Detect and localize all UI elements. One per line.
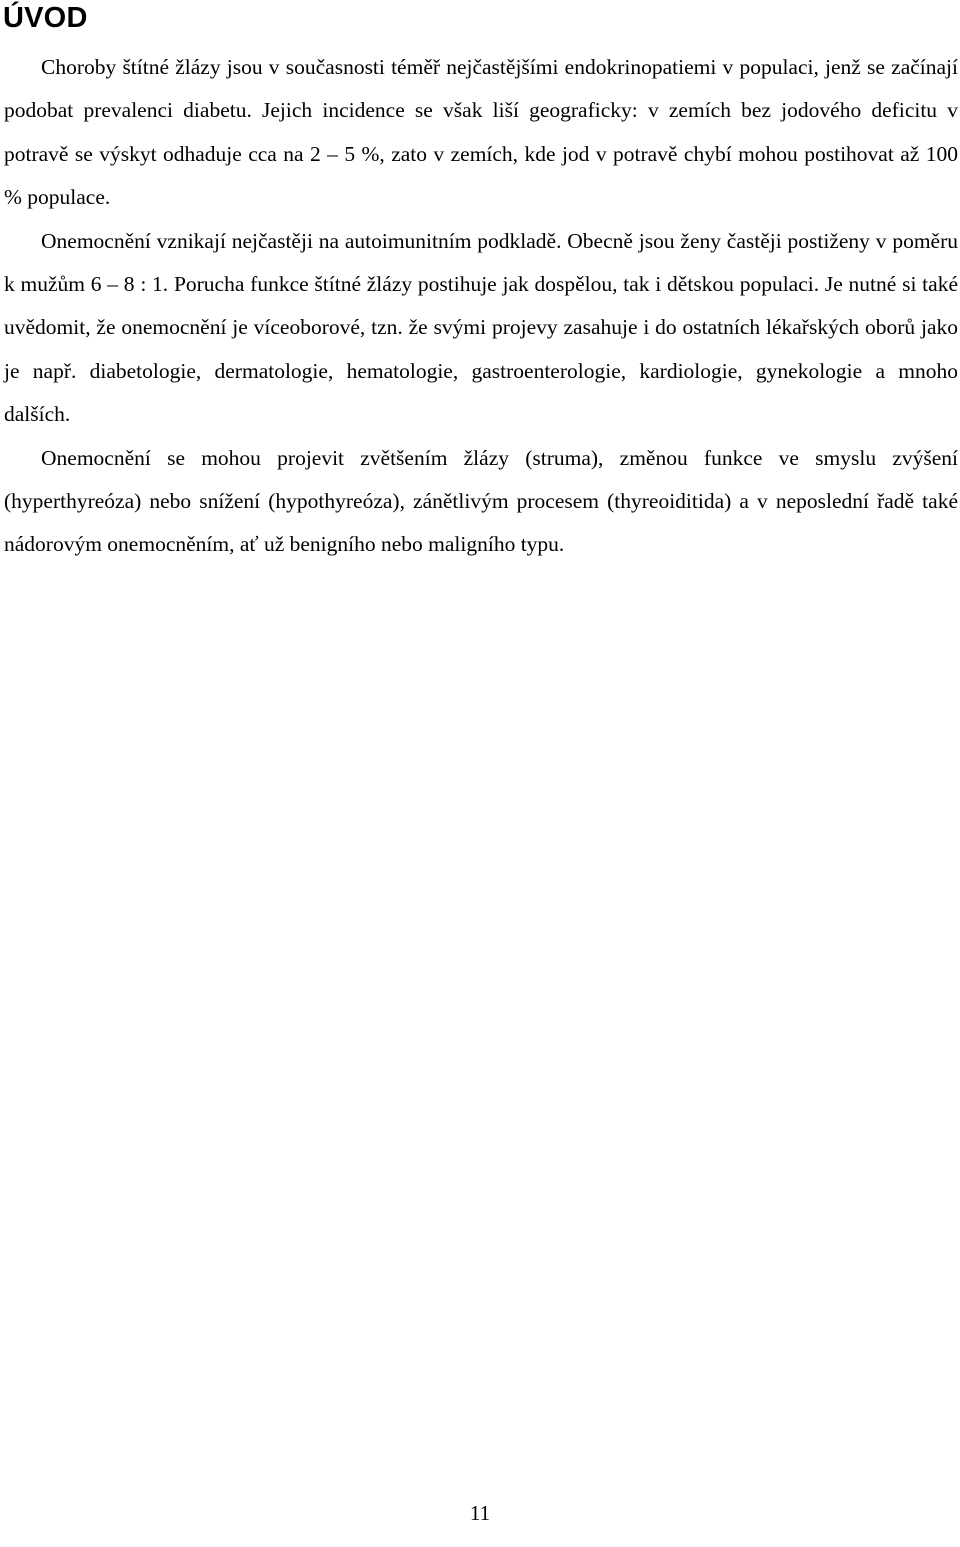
body-text <box>4 46 958 567</box>
section-heading: ÚVOD <box>3 2 88 34</box>
paragraph-manifestations: Onemocnění se mohou projevit zvětšením žlázy (struma), změnou funkce ve smyslu zvýšení (hyperthyreóza) nebo snížení (hypothyreóza), zánětlivým procesem (thyreoiditida) a v neposlední řadě také nádorovým onemocněním, ať už benigního nebo maligního typu. <box>4 445 958 557</box>
paragraph-autoimmunity: Onemocnění vznikají nejčastěji na autoimunitním podkladě. Obecně jsou ženy častěji postiženy v poměru k mužům 6 – 8 : 1. Porucha funkce štítné žlázy postihuje jak dospělou, tak i dětskou populaci. Je nutné si také uvědomit, že onemocnění je víceoborové, tzn. že svými projevy zasahuje i do ostatních lékařských oborů jako je např. diabetologie, dermatologie, hematologie, gastroenterologie, kardiologie, gynekologie a mnoho dalších. <box>4 228 958 427</box>
paragraph-prevalence: Choroby štítné žlázy jsou v současnosti téměř nejčastějšími endokrinopatiemi v populaci, jenž se začínají podobat prevalenci diabetu. Jejich incidence se však liší geograficky: v zemích bez jodového deficitu v potravě se výskyt odhaduje cca na 2 – 5 %, zato v zemích, kde jod v potravě chybí mohou postihovat až 100 % populace. <box>4 55 958 210</box>
page-number: 11 <box>469 1501 491 1525</box>
